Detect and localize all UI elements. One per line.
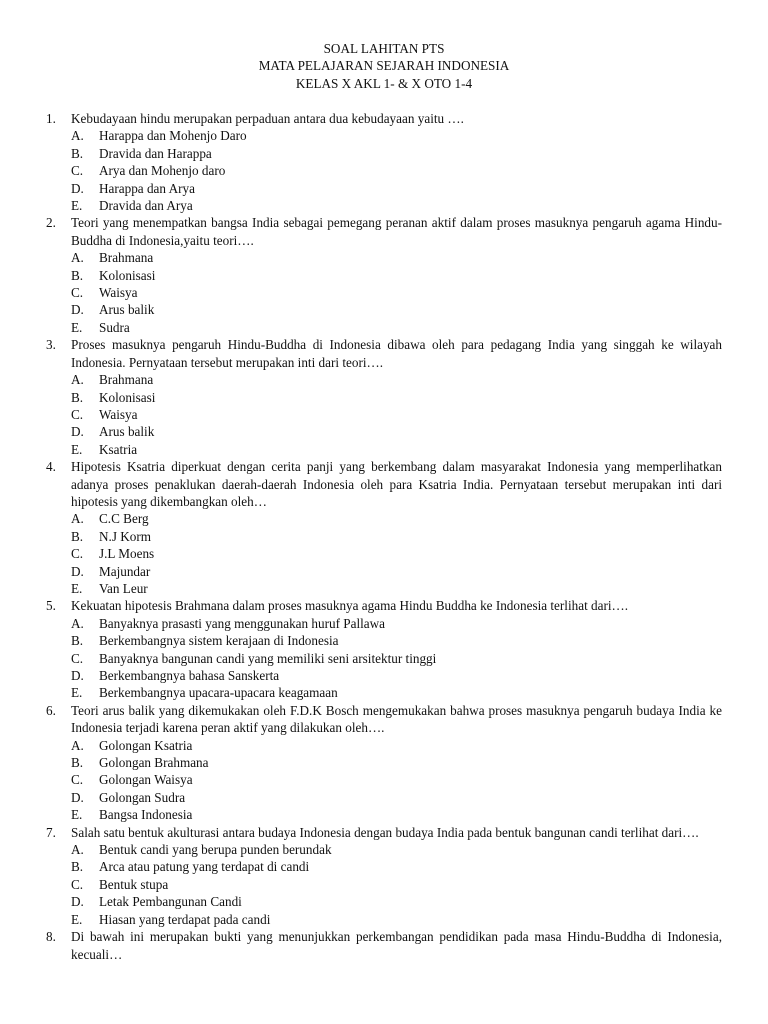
option-letter: B. xyxy=(71,528,84,544)
option-letter: B. xyxy=(71,267,84,283)
option-letter: E. xyxy=(71,685,83,701)
option-letter: D. xyxy=(71,563,84,579)
answer-option xyxy=(71,650,722,667)
option-letter: D. xyxy=(71,180,84,196)
option-text: Kolonisasi xyxy=(99,389,156,405)
question-text: Teori arus balik yang dikemukakan oleh F.D.K Bosch mengemukakan bahwa proses masuknya pengaruh budaya India ke Indonesia terjadi karena peran aktif yang dilakukan oleh…. xyxy=(71,702,722,736)
option-text: J.L Moens xyxy=(99,546,155,562)
option-letter: D. xyxy=(71,668,84,683)
option-text: Golongan Waisya xyxy=(99,772,193,788)
answer-option xyxy=(71,162,722,179)
question-text: Proses masuknya pengaruh Hindu-Buddha di Indonesia dibawa oleh para pedagang India yang singgah ke wilayah Indonesia. Pernyataan tersebut merupakan inti dari teori…. xyxy=(71,337,722,370)
question-item xyxy=(46,458,722,597)
answer-option xyxy=(71,806,722,823)
option-letter: B. xyxy=(71,633,84,649)
option-text: Majundar xyxy=(99,563,151,579)
question-text: Kebudayaan hindu merupakan perpaduan antara dua kebudayaan yaitu …. xyxy=(71,111,464,126)
question-item xyxy=(46,110,722,214)
option-text: Bentuk candi yang berupa punden berundak xyxy=(99,842,332,858)
question-item xyxy=(46,824,722,928)
option-letter: C. xyxy=(71,772,84,788)
answer-option xyxy=(71,441,722,458)
option-letter: E. xyxy=(71,319,83,335)
answer-option xyxy=(71,911,722,928)
answer-option xyxy=(71,145,722,162)
option-text: Arus balik xyxy=(99,424,155,440)
option-text: Harappa dan Arya xyxy=(99,180,195,196)
option-text: N.J Korm xyxy=(99,528,152,544)
answer-option xyxy=(71,371,722,388)
option-text: Waisya xyxy=(99,406,138,422)
option-letter: A. xyxy=(71,511,84,527)
option-text: Berkembangnya upacara-upacara keagamaan xyxy=(99,685,338,701)
option-text: Hiasan yang terdapat pada candi xyxy=(99,911,271,927)
question-item xyxy=(46,597,722,701)
option-text: Dravida dan Harappa xyxy=(99,145,212,161)
option-letter: C. xyxy=(71,285,84,301)
option-letter: C. xyxy=(71,406,84,422)
answer-option xyxy=(71,545,722,562)
question-list xyxy=(46,110,722,963)
answer-option xyxy=(71,615,722,632)
answer-option xyxy=(71,423,722,440)
answer-option xyxy=(71,771,722,788)
option-text: Arya dan Mohenjo daro xyxy=(99,163,226,179)
answer-option xyxy=(71,632,722,649)
option-letter: B. xyxy=(71,145,84,161)
option-letter: E. xyxy=(71,198,83,214)
option-letter: E. xyxy=(71,807,83,823)
option-text: Brahmana xyxy=(99,250,154,266)
option-text: Kolonisasi xyxy=(99,267,156,283)
question-number: 5. xyxy=(46,598,56,614)
option-text: Van Leur xyxy=(99,580,148,596)
answer-option xyxy=(71,893,722,910)
answer-option xyxy=(71,249,722,266)
answer-option xyxy=(71,319,722,336)
question-number: 8. xyxy=(46,929,56,945)
question-text: Kekuatan hipotesis Brahmana dalam proses masuknya agama Hindu Buddha ke Indonesia terlihat dari…. xyxy=(71,598,629,614)
question-text: Salah satu bentuk akulturasi antara budaya Indonesia dengan budaya India pada bentuk bangunan candi terlihat dari…. xyxy=(71,824,699,840)
option-letter: E. xyxy=(71,441,83,457)
document-title: SOAL LAHITAN PTS xyxy=(323,41,445,56)
question-number: 6. xyxy=(46,702,56,718)
option-text: Letak Pembangunan Candi xyxy=(99,894,242,910)
question-number: 1. xyxy=(46,111,56,126)
option-letter: A. xyxy=(71,615,84,631)
option-text: Golongan Sudra xyxy=(99,789,186,805)
option-text: Berkembangnya bahasa Sanskerta xyxy=(99,668,280,683)
answer-option xyxy=(71,301,722,318)
class-title: KELAS X AKL 1- & X OTO 1-4 xyxy=(295,75,473,91)
answer-option xyxy=(71,197,722,214)
option-text: Brahmana xyxy=(99,372,154,388)
answer-option xyxy=(71,667,722,684)
question-number: 3. xyxy=(46,337,56,353)
answer-option xyxy=(71,528,722,545)
option-letter: C. xyxy=(71,876,84,892)
answer-option xyxy=(71,284,722,301)
option-text: Banyaknya prasasti yang menggunakan huruf Pallawa xyxy=(99,615,386,631)
question-item xyxy=(46,214,722,336)
option-text: Waisya xyxy=(99,285,138,301)
answer-option xyxy=(71,737,722,754)
option-letter: A. xyxy=(71,842,84,858)
question-item xyxy=(46,928,722,963)
option-letter: D. xyxy=(71,894,84,910)
option-letter: C. xyxy=(71,650,84,666)
option-letter: C. xyxy=(71,546,84,562)
option-text: Harappa dan Mohenjo Daro xyxy=(99,128,247,144)
question-item xyxy=(46,336,722,458)
option-text: Arca atau patung yang terdapat di candi xyxy=(99,859,310,875)
option-text: Berkembangnya sistem kerajaan di Indonesia xyxy=(99,633,339,649)
option-text: Ksatria xyxy=(99,441,138,457)
option-text: Banyaknya bangunan candi yang memiliki seni arsitektur tinggi xyxy=(99,650,437,666)
answer-option xyxy=(71,754,722,771)
answer-option xyxy=(71,406,722,423)
option-text: Bangsa Indonesia xyxy=(99,807,193,823)
answer-option xyxy=(71,389,722,406)
subject-title: MATA PELAJARAN SEJARAH INDONESIA xyxy=(258,58,510,74)
option-letter: D. xyxy=(71,789,84,805)
answer-option xyxy=(71,510,722,527)
answer-option xyxy=(71,684,722,701)
question-item xyxy=(46,702,722,824)
question-text: Teori yang menempatkan bangsa India sebagai pemegang peranan aktif dalam proses masuknya pengaruh agama Hindu-Buddha di Indonesia,yaitu teori…. xyxy=(71,215,722,248)
question-number: 2. xyxy=(46,215,56,231)
answer-option xyxy=(71,563,722,580)
option-letter: A. xyxy=(71,250,84,266)
option-letter: B. xyxy=(71,755,84,771)
answer-option xyxy=(71,127,722,144)
option-text: Sudra xyxy=(99,319,130,335)
option-text: Arus balik xyxy=(99,302,155,318)
answer-option xyxy=(71,267,722,284)
option-text: Golongan Brahmana xyxy=(99,755,209,771)
option-text: C.C Berg xyxy=(99,511,149,527)
question-number: 4. xyxy=(46,459,56,475)
option-letter: B. xyxy=(71,859,84,875)
answer-option xyxy=(71,789,722,806)
question-text: Hipotesis Ksatria diperkuat dengan cerita panji yang berkembang dalam masyarakat Indonesia yang memperlihatkan adanya proses penaklukan daerah-daerah Indonesia oleh para Ksatria India. Pernyataan tersebut merupakan inti dari hipotesis yang dikembangkan oleh… xyxy=(71,459,722,509)
option-letter: E. xyxy=(71,911,83,927)
option-text: Bentuk stupa xyxy=(99,876,169,892)
option-letter: A. xyxy=(71,372,84,388)
answer-option xyxy=(71,180,722,197)
option-letter: A. xyxy=(71,737,84,753)
answer-option xyxy=(71,841,722,858)
answer-option xyxy=(71,876,722,893)
document-header xyxy=(0,40,768,92)
question-text: Di bawah ini merupakan bukti yang menunjukkan perkembangan pendidikan pada masa Hindu-Buddha di Indonesia, kecuali… xyxy=(71,929,722,962)
option-letter: E. xyxy=(71,580,83,596)
option-text: Golongan Ksatria xyxy=(99,737,193,753)
option-text: Dravida dan Arya xyxy=(99,198,193,214)
option-letter: A. xyxy=(71,128,84,144)
option-letter: D. xyxy=(71,424,84,440)
answer-option xyxy=(71,580,722,597)
option-letter: B. xyxy=(71,389,84,405)
option-letter: D. xyxy=(71,302,84,318)
answer-option xyxy=(71,858,722,875)
option-letter: C. xyxy=(71,163,84,179)
question-number: 7. xyxy=(46,824,56,840)
